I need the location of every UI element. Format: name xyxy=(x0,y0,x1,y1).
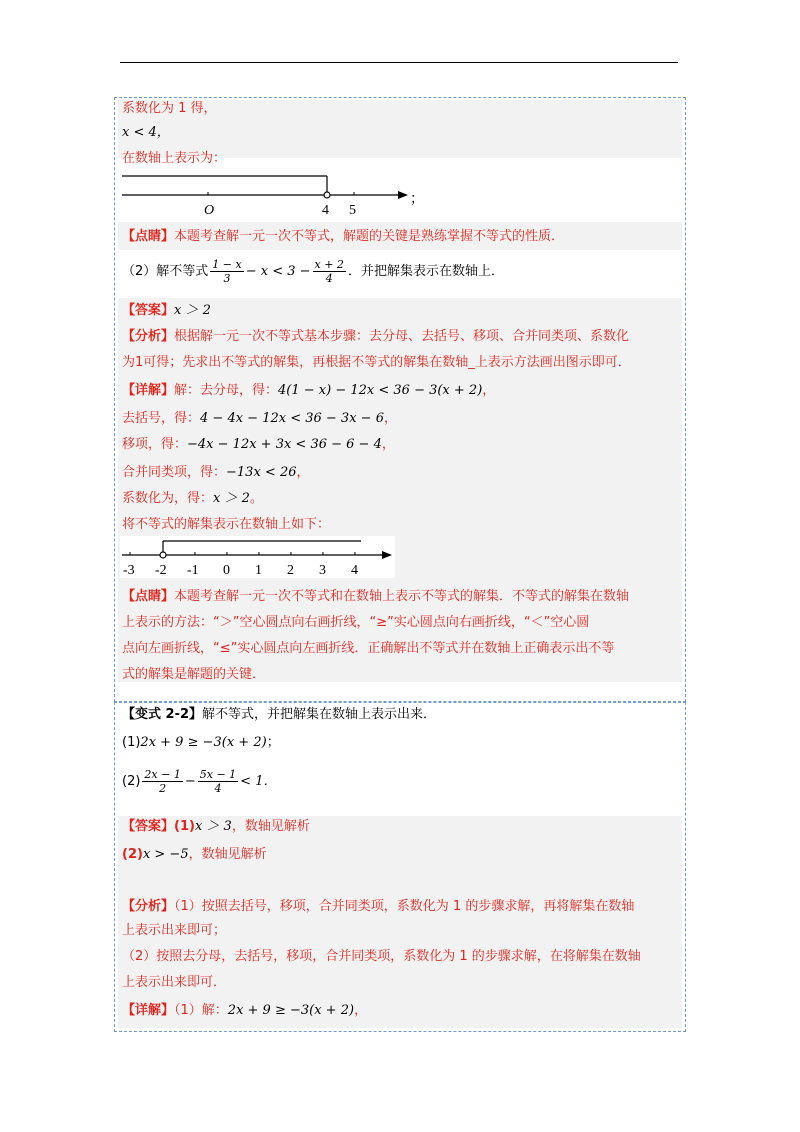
detail-line: 移项，得：−4x − 12x + 3x < 36 − 6 − 4， xyxy=(122,437,395,452)
analysis-line: 【分析】（1）按照去括号，移项，合并同类项，系数化为 1 的步骤求解，再将解集在数轴 xyxy=(122,899,635,914)
tick-label: -3 xyxy=(123,563,135,578)
header-rule xyxy=(120,62,678,63)
comment-line: 式的解集是解题的关键． xyxy=(122,667,266,682)
number-line-1 xyxy=(120,168,424,220)
tick-label: -2 xyxy=(155,563,167,578)
tick-label: 1 xyxy=(255,563,262,578)
answer-line: 【答案】(1)x ＞ 3，数轴见解析 xyxy=(122,819,310,834)
detail-line: 将不等式的解集表示在数轴上如下： xyxy=(122,517,331,532)
analysis-line: 【分析】根据解一元一次不等式基本步骤：去分母、去括号、移项、合并同类项、系数化 xyxy=(122,329,630,344)
tick-label: 4 xyxy=(351,563,358,578)
problem-1: (1)2x + 9 ≥ −3(x + 2)； xyxy=(122,735,280,750)
tick-label: 3 xyxy=(319,563,326,578)
analysis-line: 为1可得；先求出不等式的解集，再根据不等式的解集在数轴_上表示方法画出图示即可． xyxy=(122,355,631,370)
comment-line: 【点睛】本题考查解一元一次不等式和在数轴上表示不等式的解集．不等式的解集在数轴 xyxy=(122,589,630,604)
detail-line: 【详解】（1）解：2x + 9 ≥ −3(x + 2)， xyxy=(122,1003,368,1018)
comment-line: 【点睛】本题考查解一元一次不等式，解题的关键是熟练掌握不等式的性质． xyxy=(122,229,565,244)
problem-2: (2) $\frac{2x - 1}{2}$ − $\frac{5x - 1}{4}$ < 1． xyxy=(122,768,277,795)
tick-label: -1 xyxy=(187,563,199,578)
tick-label: O xyxy=(204,203,215,218)
answer-line: 【答案】x ＞ 2 xyxy=(122,303,211,318)
tick-label: 4 xyxy=(322,203,329,218)
tick-label: 0 xyxy=(223,563,230,578)
axis-suffix: ； xyxy=(410,192,424,207)
tick-label: 2 xyxy=(287,563,294,578)
math-line: x < 4， xyxy=(122,125,170,140)
question-2: （2）解不等式 $\frac{1 - x}{3}$ − x < 3 − $\frac{x + 2}{4}$ ．并把解集表示在数轴上． xyxy=(122,258,504,285)
analysis-line: （2）按照去分母，去括号，移项，合并同类项，系数化为 1 的步骤求解，在将解集在数轴 xyxy=(122,949,641,964)
detail-line: 系数化为，得：x ＞ 2。 xyxy=(122,491,263,506)
step-line: 在数轴上表示为： xyxy=(122,151,227,166)
analysis-line: 上表示出来即可； xyxy=(122,923,227,938)
analysis-line: 上表示出来即可． xyxy=(122,975,227,990)
comment-line: 点向左画折线，“≤”实心圆点向左画折线．正确解出不等式并在数轴上正确表示出不等 xyxy=(122,641,615,656)
detail-line: 合并同类项，得：−13x < 26， xyxy=(122,465,310,480)
detail-line: 去括号，得：4 − 4x − 12x < 36 − 3x − 6， xyxy=(122,411,397,426)
detail-line: 【详解】解：去分母，得：4(1 − x) − 12x < 36 − 3(x + 2)， xyxy=(122,383,496,398)
tick-label: 5 xyxy=(349,203,356,218)
answer-line: (2)x > −5，数轴见解析 xyxy=(122,847,267,862)
step-line: 系数化为 1 得， xyxy=(122,101,217,116)
variant-title: 【变式 2-2】解不等式，并把解集在数轴上表示出来． xyxy=(122,707,437,722)
number-line-2 xyxy=(120,536,395,578)
comment-line: 上表示的方法：“＞”空心圆点向右画折线，“≥”实心圆点向右画折线，“＜”空心圆 xyxy=(122,615,590,630)
